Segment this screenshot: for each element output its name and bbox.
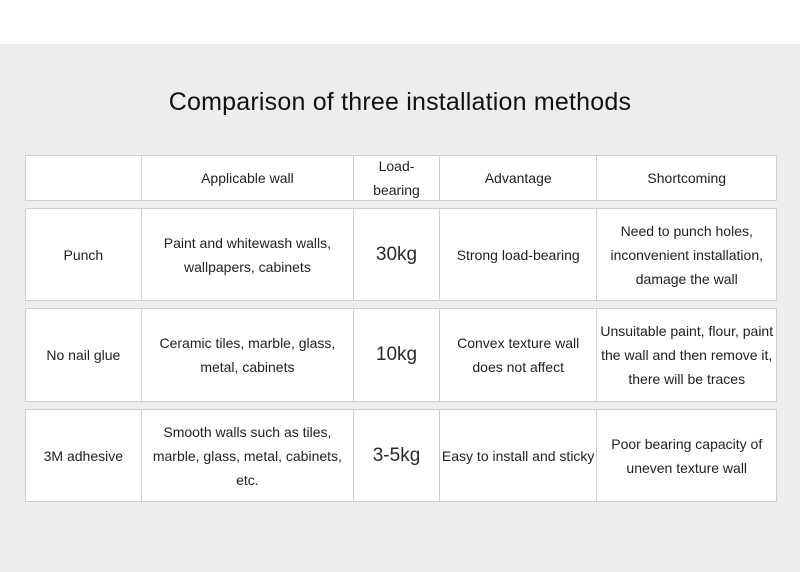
table-row — [25, 409, 777, 502]
shortcoming-cell: Unsuitable paint, flour, paint the wall and then remove it, there will be traces — [596, 309, 776, 401]
wall-cell: Paint and whitewash walls, wallpapers, cabinets — [141, 209, 353, 300]
advantage-cell: Convex texture wall does not affect — [439, 309, 597, 401]
shortcoming-cell: Poor bearing capacity of uneven texture wall — [596, 410, 776, 501]
table-row — [25, 308, 777, 402]
load-cell: 30kg — [353, 209, 439, 300]
header-cell-shortcoming: Shortcoming — [596, 156, 776, 200]
page-title: Comparison of three installation methods — [168, 88, 632, 116]
advantage-cell: Easy to install and sticky — [439, 410, 597, 501]
header-cell-load-bearing: Load-bearing — [353, 156, 439, 200]
header-cell-advantage: Advantage — [439, 156, 597, 200]
top-white-band — [0, 0, 800, 44]
load-cell: 3-5kg — [353, 410, 439, 501]
shortcoming-cell: Need to punch holes, inconvenient installation, damage the wall — [596, 209, 776, 300]
method-cell: 3M adhesive — [43, 447, 124, 464]
load-cell: 10kg — [353, 309, 439, 401]
advantage-cell: Strong load-bearing — [439, 209, 597, 300]
wall-cell: Ceramic tiles, marble, glass, metal, cabinets — [141, 309, 353, 401]
method-cell: No nail glue — [46, 347, 121, 363]
header-cell-applicable-wall: Applicable wall — [141, 156, 353, 200]
table-row — [25, 208, 777, 301]
header-cell-empty — [26, 156, 141, 200]
method-cell: Punch — [63, 246, 104, 263]
wall-cell: Smooth walls such as tiles, marble, glass, metal, cabinets, etc. — [141, 410, 353, 501]
table-header-row — [25, 155, 777, 201]
